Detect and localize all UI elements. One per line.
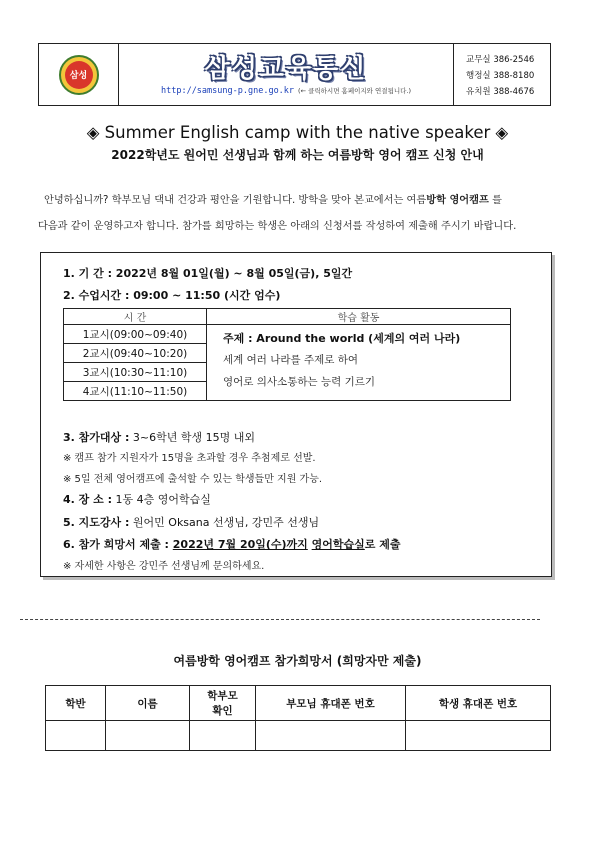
place-label: 4. 장 소 : [63,493,112,506]
activity-desc: 영어로 의사소통하는 능력 기르기 [223,376,376,388]
homepage-link[interactable]: http://samsung-p.gne.go.kr [160,85,295,96]
form-header-parent-phone: 부모님 휴대폰 번호 [256,686,406,721]
form-header-student-phone: 학생 휴대폰 번호 [406,686,551,721]
camp-info-box [40,252,552,577]
application-form-table [45,685,551,751]
place-value: 1동 4층 영어학습실 [115,493,211,506]
teacher-line [63,514,319,530]
submit-label: 6. 참가 희망서 제출 : [63,538,173,551]
intro-line-2: 다음과 같이 운영하고자 합니다. 참가를 희망하는 학생은 아래의 신청서를 작성하여 제출해 주시기 바랍니다. [38,221,517,232]
logo-cell [39,44,119,105]
intro-highlight: 방학 영어캠프 [426,195,489,206]
schedule-period: 4교시(11:10~11:50) [64,382,207,401]
contact-line: 유치원 388-4676 [466,86,535,97]
form-field-class[interactable] [46,721,106,751]
form-header-name: 이름 [106,686,190,721]
activity-title: 주제 : Around the world (세계의 여러 나라) [223,332,461,345]
newsletter-title: 삼성교육통신 [204,53,368,84]
teacher-value: 원어민 Oksana 선생님, 강민주 선생님 [132,516,320,529]
cut-line [20,619,540,620]
activity-cell [207,325,511,401]
intro-text: 안녕하십니까? 학부모님 댁내 건강과 평안을 기원합니다. 방학을 맞아 본교에서는 여름 [44,195,427,206]
form-field-parent-phone[interactable] [256,721,406,751]
teacher-label: 5. 지도강사 : [63,516,130,529]
form-field-name[interactable] [106,721,190,751]
main-title: ◈ Summer English camp with the native speaker ◈ [86,123,509,142]
target-value: 3~6학년 학생 15명 내외 [132,431,255,444]
schedule-period: 3교시(10:30~11:10) [64,363,207,382]
contact-list [454,44,550,105]
schedule-period: 1교시(09:00~09:40) [64,325,207,344]
schedule-header-activity: 학습 활동 [207,309,511,325]
intro-paragraph [38,188,568,240]
newsletter-header [38,43,551,106]
form-title: 여름방학 영어캠프 참가희망서 (희망자만 제출) [173,654,422,668]
contact-line: 교무실 386-2546 [466,54,535,65]
schedule-header-time: 시 간 [64,309,207,325]
class-time-line: 2. 수업시간 : 09:00 ~ 11:50 (시간 엄수) [63,289,281,302]
intro-text: 를 [492,195,502,206]
form-header-parent-check [190,686,256,721]
contact-line: 행정실 388-8180 [466,70,535,81]
note-line: ※ 캠프 참가 지원자가 15명을 초과할 경우 추첨제로 선발. [63,453,316,464]
target-line [63,429,255,445]
submit-place: 영어학습실 [311,538,365,551]
form-header-parent: 학부모 [207,690,238,702]
logo-text: 삼성 [65,61,93,89]
note-line: ※ 5일 전체 영어캠프에 출석할 수 있는 학생들만 지원 가능. [63,474,323,485]
period-line: 1. 기 간 : 2022년 8월 01일(월) ~ 8월 05일(금), 5일간 [63,267,353,280]
submit-deadline: 2022년 7월 20일(수)까지 [172,538,308,551]
sub-title: 2022학년도 원어민 선생님과 함께 하는 여름방학 영어 캠프 신청 안내 [111,148,484,162]
url-line [161,86,411,96]
schedule-period: 2교시(09:40~10:20) [64,344,207,363]
title-cell [119,44,454,105]
submit-suffix: 로 제출 [364,538,401,551]
submit-line [63,536,401,552]
url-note: (← 클릭하시면 홈페이지와 연결됩니다.) [298,86,412,95]
contact-note: ※ 자세한 사항은 강민주 선생님께 문의하세요. [63,561,265,572]
place-line [63,491,211,507]
intro-line-1 [38,188,568,214]
target-label: 3. 참가대상 : [63,431,130,444]
school-logo [59,55,99,95]
schedule-table [63,308,511,401]
form-field-student-phone[interactable] [406,721,551,751]
activity-desc: 세계 여러 나라를 주제로 하여 [223,354,359,366]
form-header-check: 확인 [212,705,233,717]
form-field-parent-check[interactable] [190,721,256,751]
form-header-class: 학반 [46,686,106,721]
